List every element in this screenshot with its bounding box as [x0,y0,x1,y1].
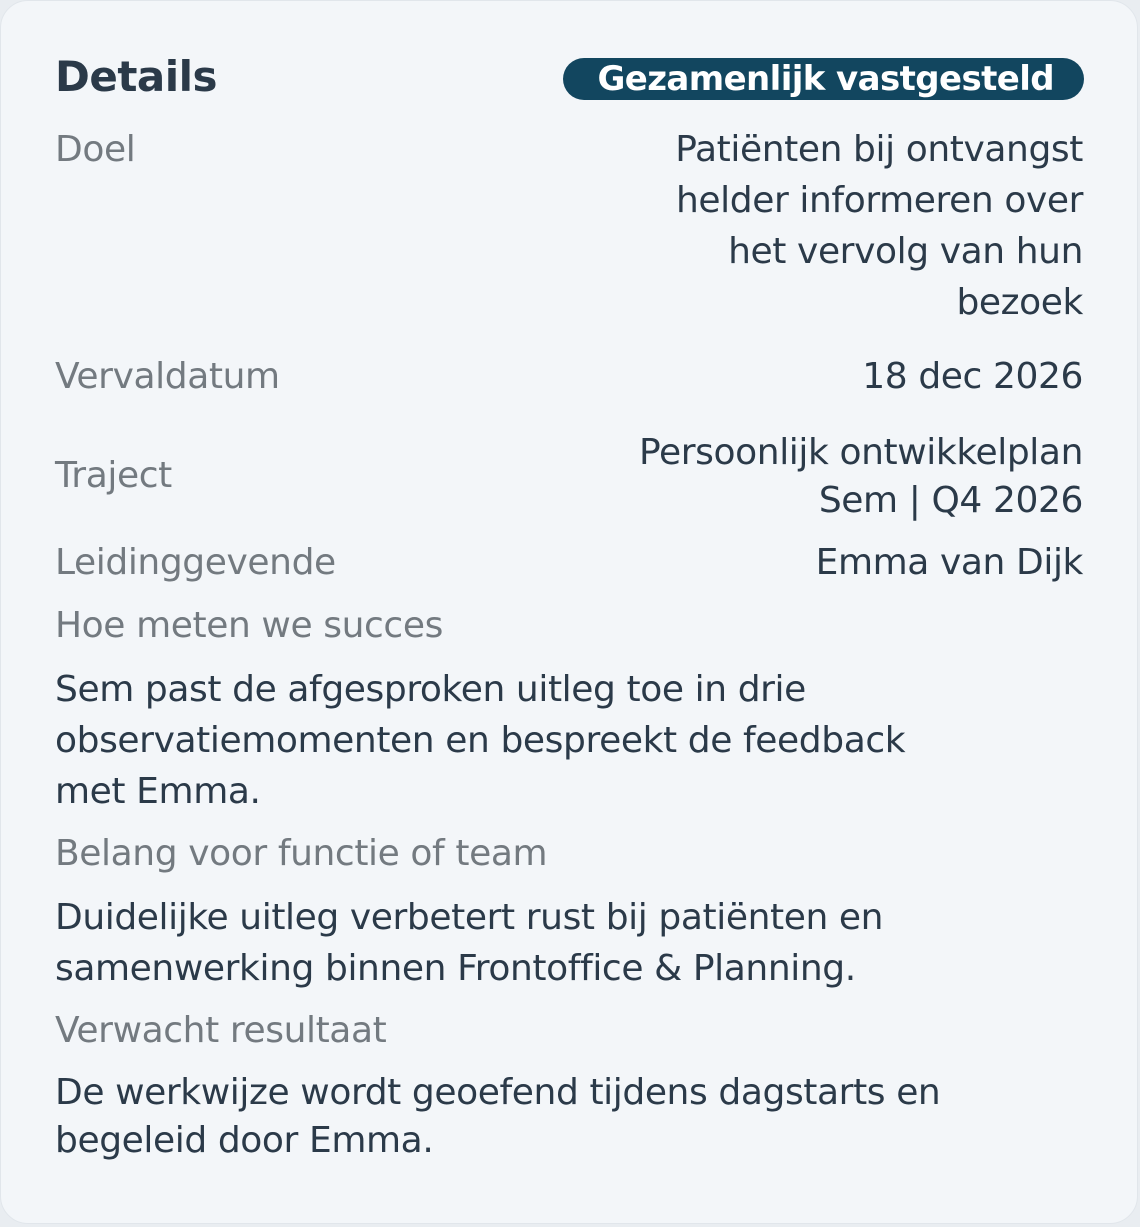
traject-value-line: Sem | Q4 2026 [818,480,1083,521]
succes-text [55,664,905,817]
leidinggevende-label: Leidinggevende [55,542,336,583]
vervaldatum-label: Vervaldatum [55,356,280,397]
resultaat-text-line: De werkwijze wordt geoefend tijdens dagstarts en [55,1072,941,1113]
belang-text-line: samenwerking binnen Frontoffice & Planning. [55,948,856,989]
status-badge: Gezamenlijk vastgesteld [563,58,1084,100]
succes-label: Hoe meten we succes [55,605,443,646]
belang-label: Belang voor functie of team [55,833,548,874]
traject-value-line: Persoonlijk ontwikkelplan [639,432,1083,473]
resultaat-text-line: begeleid door Emma. [55,1120,434,1161]
succes-text-line: met Emma. [55,771,261,812]
succes-text-line: observatiemomenten en bespreekt de feedback [55,720,906,761]
belang-text [55,892,883,994]
doel-value-line: Patiënten bij ontvangst [675,129,1083,170]
doel-label: Doel [55,129,136,170]
resultaat-label: Verwacht resultaat [55,1010,387,1051]
doel-value [675,124,1083,328]
traject-value [639,429,1083,525]
leidinggevende-value: Emma van Dijk [815,542,1083,583]
doel-value-line: het vervolg van hun [728,231,1083,272]
vervaldatum-value: 18 dec 2026 [862,356,1083,397]
traject-label: Traject [55,455,172,496]
belang-text-line: Duidelijke uitleg verbetert rust bij patiënten en [55,897,884,938]
resultaat-text [55,1069,940,1165]
succes-text-line: Sem past de afgesproken uitleg toe in drie [55,669,806,710]
doel-value-line: helder informeren over [675,180,1083,221]
doel-value-line: bezoek [956,282,1083,323]
card-title: Details [55,52,218,101]
